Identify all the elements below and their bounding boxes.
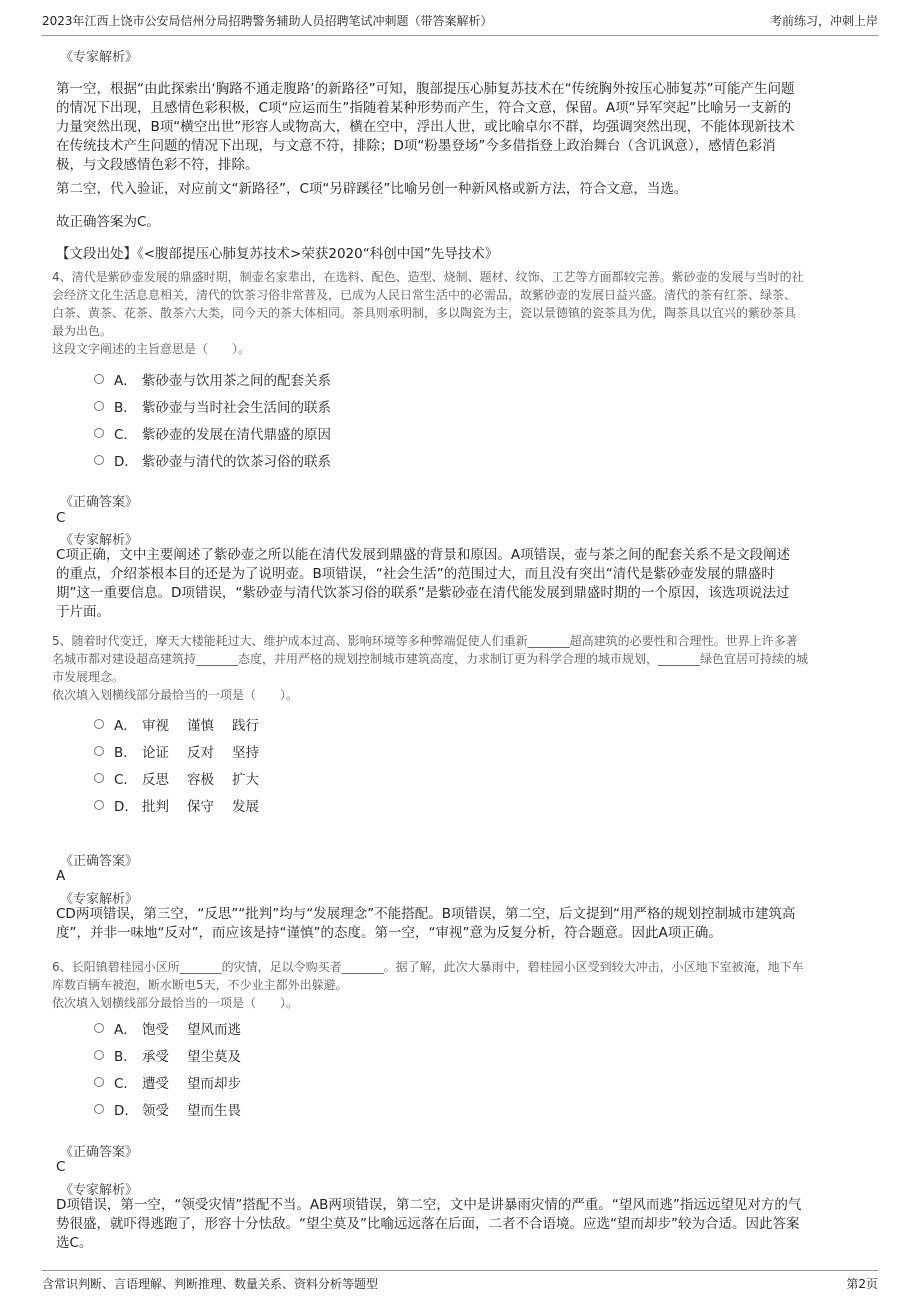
radio-icon[interactable] xyxy=(94,455,104,465)
text-line: D项错误，第一空，“领受灾情”搭配不当。AB两项错误，第二空，文中是讲暴雨灾情的严重。“望风而逃”指远远望见对方的气 xyxy=(56,1197,802,1213)
text-line: 白茶、黄茶、花茶、散茶六大类，同今天的茶大体相同。茶具则承明制，多以陶瓷为主，瓷以景德镇的瓷茶具为优，陶茶具以宜兴的紫砂茶具 xyxy=(52,306,797,320)
expert-analysis-text xyxy=(56,905,876,943)
correct-answer-value: A xyxy=(56,868,66,884)
radio-icon[interactable] xyxy=(94,773,104,783)
text-line: 度”，并非一味地“反对”，而应该是持“谨慎”的态度。第一空，“审视”意为反复分析，符合题意。因此A项正确。 xyxy=(56,925,722,941)
text-line: 在传统技术产生问题的情况下出现，与文意不符，排除；D项“粉墨登场”今多借指登上政治舞台（含讥讽意），感情色彩消 xyxy=(56,138,776,154)
text-line: 库数百辆车被泡，断水断电5天，不少业主都外出躲避。 xyxy=(52,978,348,992)
text-line: 的重点，介绍茶根本目的还是为了说明壶。B项错误，“社会生活”的范围过大，而且没有突出“清代是紫砂壶发展的鼎盛时 xyxy=(56,566,775,582)
expert-analysis-text xyxy=(56,1196,876,1253)
q6-option-c[interactable]: C． 遭受 望而却步 xyxy=(94,1072,259,1092)
q5-option-b[interactable]: B． 论证 反对 坚持 xyxy=(94,741,277,761)
radio-icon[interactable] xyxy=(94,1077,104,1087)
text-line: CD两项错误，第三空，“反思”“批判”均与“发展理念”不能搭配。B项错误，第二空，后文提到“用严格的规划控制城市建筑高 xyxy=(56,906,796,922)
q5-option-d[interactable]: D． 批判 保守 发展 xyxy=(94,795,277,815)
radio-icon[interactable] xyxy=(94,800,104,810)
expert-analysis-label: 《专家解析》 xyxy=(60,1183,139,1198)
q6-option-b[interactable]: B． 承受 望尘莫及 xyxy=(94,1045,259,1065)
header-slogan: 考前练习，冲刺上岸 xyxy=(769,14,878,28)
question-4-stem xyxy=(52,268,882,358)
final-answer-note: 故正确答案为C。 xyxy=(56,214,160,230)
expert-analysis-second: 第二空，代入验证，对应前文“新路径”，C项“另辟蹊径”比喻另创一种新风格或新方法，符合文意，当选。 xyxy=(56,181,688,197)
q5-option-a[interactable]: A． 审视 谨慎 践行 xyxy=(94,714,277,734)
text-line: 极，与文段感情色彩不符，排除。 xyxy=(56,157,259,173)
q6-option-a[interactable]: A． 饱受 望风而逃 xyxy=(94,1018,259,1038)
expert-analysis-text xyxy=(56,80,876,175)
q4-option-c[interactable]: C． 紫砂壶的发展在清代鼎盛的原因 xyxy=(94,423,331,443)
text-line: 力量突然出现，B项“横空出世”形容人或物高大，横在空中，浮出人世，或比喻卓尔不群，均强调突然出现，不能体现新技术 xyxy=(56,119,795,135)
question-5-stem xyxy=(52,632,882,704)
radio-icon[interactable] xyxy=(94,746,104,756)
radio-icon[interactable] xyxy=(94,1023,104,1033)
text-line: 6、长阳镇碧桂园小区所_______的灾情，足以令购买者_______。据了解，此次大暴雨中，碧桂园小区受到较大冲击，小区地下室被淹，地下车 xyxy=(52,960,804,974)
text-line: 第一空，根据“由此探索出‘胸路不通走腹路’的新路径”可知，腹部提压心肺复苏技术在“传统胸外按压心肺复苏”可能产生问题 xyxy=(56,81,795,97)
expert-analysis-label: 《专家解析》 xyxy=(60,50,139,65)
q6-option-d[interactable]: D． 领受 望而生畏 xyxy=(94,1099,259,1119)
text-line: 依次填入划横线部分最恰当的一项是（ ）。 xyxy=(52,688,299,702)
correct-answer-value: C xyxy=(56,1159,66,1175)
expert-analysis-label: 《专家解析》 xyxy=(60,533,139,548)
radio-icon[interactable] xyxy=(94,401,104,411)
q4-option-a[interactable]: A． 紫砂壶与饮用茶之间的配套关系 xyxy=(94,369,331,389)
text-line: 期”这一重要信息。D项错误，“紫砂壶与清代饮茶习俗的联系”是紫砂壶在清代能发展到鼎盛时期的一个原因，该选项说法过 xyxy=(56,585,790,601)
text-line: 名城市都对建设超高建筑持_______态度，并用严格的规划控制城市建筑高度，力求制订更为科学合理的城市规划，_______绿色宜居可持续的城 xyxy=(52,652,809,666)
q5-option-c[interactable]: C． 反思 容极 扩大 xyxy=(94,768,277,788)
q4-option-b[interactable]: B． 紫砂壶与当时社会生活间的联系 xyxy=(94,396,331,416)
text-line: 选C。 xyxy=(56,1235,93,1251)
radio-icon[interactable] xyxy=(94,719,104,729)
text-line: 这段文字阐述的主旨意思是（ ）。 xyxy=(52,342,251,356)
correct-answer-value: C xyxy=(56,510,66,526)
text-line: 于片面。 xyxy=(56,604,110,620)
text-line: C项正确，文中主要阐述了紫砂壶之所以能在清代发展到鼎盛的背景和原因。A项错误，壶与茶之间的配套关系不是文段阐述 xyxy=(56,547,791,563)
text-line: 势很盛，就吓得逃跑了，形容十分怯敌。“望尘莫及”比喻远远落在后面，二者不合语境。应选“望而却步”较为合适。因此答案 xyxy=(56,1216,800,1232)
text-line: 市发展理念。 xyxy=(52,670,125,684)
correct-answer-label: 《正确答案》 xyxy=(60,495,139,510)
radio-icon[interactable] xyxy=(94,428,104,438)
text-line: 会经济文化生活息息相关，清代的饮茶习俗非常普及，已成为人民日常生活中的必需品，故紫砂壶的发展日益兴盛。清代的茶有红茶、绿茶、 xyxy=(52,288,797,302)
text-line: 最为出色。 xyxy=(52,324,113,338)
source-note: 【文段出处】《<腹部提压心肺复苏技术>荣获2020“科创中国”先导技术》 xyxy=(56,246,499,262)
document-title: 2023年江西上饶市公安局信州分局招聘警务辅助人员招聘笔试冲刺题（带答案解析） xyxy=(42,14,493,28)
q4-option-d[interactable]: D． 紫砂壶与清代的饮茶习俗的联系 xyxy=(94,450,331,470)
radio-icon[interactable] xyxy=(94,1104,104,1114)
correct-answer-label: 《正确答案》 xyxy=(60,854,139,869)
text-line: 的情况下出现，且感情色彩积极，C项“应运而生”指随着某种形势而产生，符合文意，保留。A项“异军突起”比喻另一支新的 xyxy=(56,100,792,116)
expert-analysis-text xyxy=(56,546,876,622)
radio-icon[interactable] xyxy=(94,374,104,384)
correct-answer-label: 《正确答案》 xyxy=(60,1145,139,1160)
text-line: 依次填入划横线部分最恰当的一项是（ ）。 xyxy=(52,996,299,1010)
question-6-stem xyxy=(52,958,882,1012)
page-number: 第2页 xyxy=(846,1277,878,1291)
radio-icon[interactable] xyxy=(94,1050,104,1060)
text-line: 4、清代是紫砂壶发展的鼎盛时期，制壶名家辈出，在选料、配色、造型、烧制、题材、纹饰、工艺等方面都较完善。紫砂壶的发展与当时的社 xyxy=(52,270,804,284)
expert-analysis-label: 《专家解析》 xyxy=(60,892,139,907)
text-line: 5、随着时代变迁，摩天大楼能耗过大、维护成本过高、影响环境等多种弊端促使人们重新_______超高建筑的必要性和合理性。世界上许多著 xyxy=(52,634,798,648)
footer-topics: 含常识判断、言语理解、判断推理、数量关系、资料分析等题型 xyxy=(42,1277,379,1291)
page-footer xyxy=(42,1270,878,1292)
